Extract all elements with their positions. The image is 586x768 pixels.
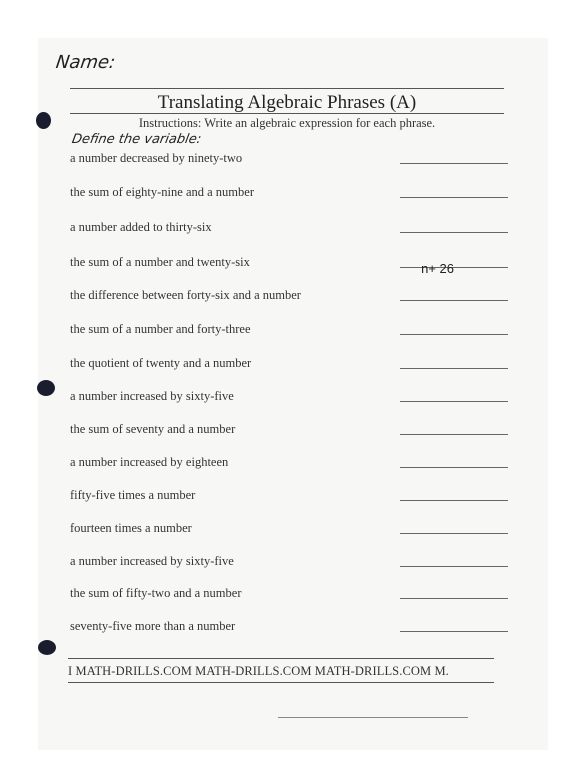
answer-line[interactable] — [400, 566, 508, 567]
punch-hole-bottom — [38, 640, 56, 655]
problem-row — [68, 220, 508, 240]
answer-line[interactable] — [400, 467, 508, 468]
name-label: Name: — [54, 52, 117, 73]
problem-phrase: the quotient of twenty and a number — [70, 356, 252, 370]
answer-text: n+ 26 — [421, 261, 454, 276]
define-variable-note: Define the variable: — [70, 132, 203, 147]
problem-phrase: a number added to thirty-six — [70, 220, 212, 234]
answer-line[interactable] — [400, 434, 508, 435]
problem-row — [68, 288, 508, 308]
answer-line[interactable] — [400, 232, 508, 233]
problem-row — [68, 356, 508, 376]
title-rule — [70, 113, 504, 114]
answer-line[interactable] — [400, 500, 508, 501]
problem-row — [68, 455, 508, 475]
problem-phrase: fourteen times a number — [70, 521, 192, 535]
problem-phrase: the sum of eighty-nine and a number — [70, 185, 254, 199]
name-rule — [70, 88, 504, 89]
problem-row — [68, 619, 508, 639]
footer-rule-bottom — [68, 682, 494, 683]
punch-hole-middle — [37, 380, 55, 396]
answer-line[interactable] — [400, 334, 508, 335]
instructions: Instructions: Write an algebraic expression for each phrase. — [138, 116, 436, 130]
problem-phrase: a number decreased by ninety-two — [70, 151, 243, 165]
problem-row — [68, 422, 508, 442]
problem-phrase: seventy-five more than a number — [70, 619, 236, 633]
footer-watermark: I MATH-DRILLS.COM MATH-DRILLS.COM MATH-DRILLS.COM M. — [68, 664, 449, 678]
problem-row — [68, 554, 508, 574]
problem-row — [68, 255, 508, 275]
problem-row — [68, 322, 508, 342]
problem-phrase: the sum of seventy and a number — [70, 422, 236, 436]
problem-row — [68, 389, 508, 409]
footer-rule-top — [68, 658, 494, 659]
answer-line[interactable] — [400, 533, 508, 534]
problem-row — [68, 521, 508, 541]
problem-phrase: a number increased by sixty-five — [70, 554, 234, 568]
problem-phrase: the sum of a number and forty-three — [70, 322, 251, 336]
answer-line[interactable] — [400, 598, 508, 599]
answer-line[interactable] — [400, 631, 508, 632]
problem-row — [68, 586, 508, 606]
answer-line[interactable] — [400, 368, 508, 369]
problem-row — [68, 151, 508, 171]
answer-line[interactable] — [400, 163, 508, 164]
scan-edge-line — [278, 717, 468, 718]
problem-phrase: the sum of fifty-two and a number — [70, 586, 242, 600]
problem-phrase: fifty-five times a number — [70, 488, 196, 502]
problem-row — [68, 185, 508, 205]
problem-phrase: a number increased by sixty-five — [70, 389, 234, 403]
problem-phrase: the sum of a number and twenty-six — [70, 255, 250, 269]
answer-line[interactable] — [400, 401, 508, 402]
answer-line[interactable] — [400, 300, 508, 301]
answer-line[interactable] — [400, 197, 508, 198]
answer-line[interactable] — [400, 261, 508, 276]
problem-phrase: the difference between forty-six and a number — [70, 288, 301, 302]
punch-hole-top — [36, 112, 51, 129]
problem-phrase: a number increased by eighteen — [70, 455, 229, 469]
worksheet-title: Translating Algebraic Phrases (A) — [157, 92, 417, 113]
problem-row — [68, 488, 508, 508]
